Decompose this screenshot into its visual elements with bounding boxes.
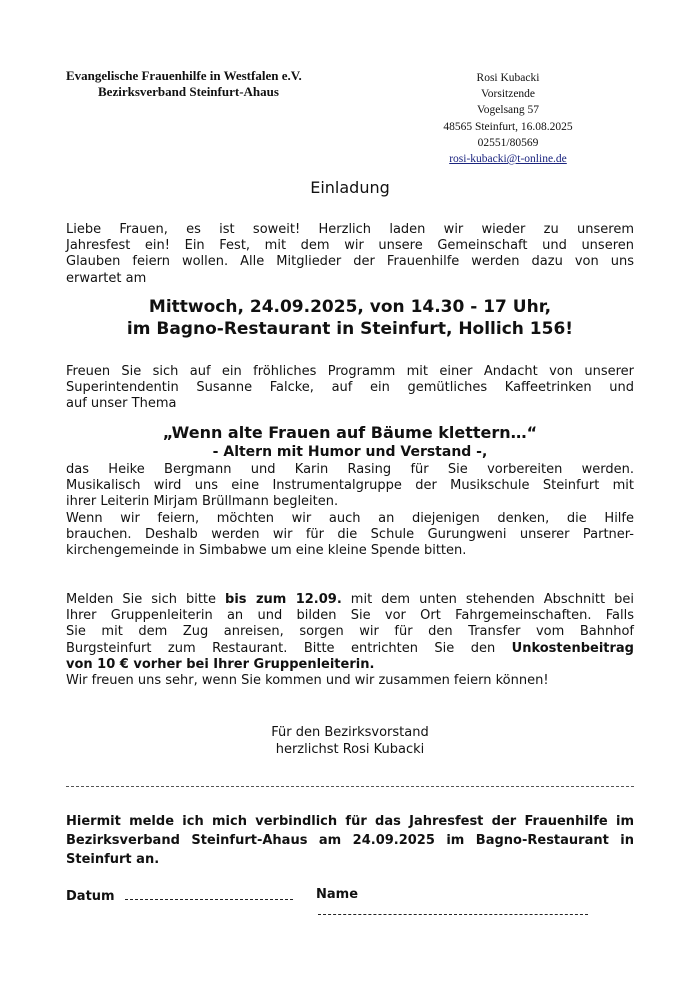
event-location: im Bagno-Restaurant in Steinfurt, Hollich 156! [126,319,574,339]
theme-title: „Wenn alte Frauen auf Bäume klettern…“ [162,423,538,442]
name-input-line[interactable] [318,902,588,915]
theme-subtitle: - Altern mit Humor und Verstand -, [212,444,488,460]
signature-name: herzlichst Rosi Kubacki [275,742,425,757]
page-title: Einladung [310,178,390,197]
text-line: erwartet am [66,270,147,286]
text-line: das Heike Bergmann und Karin Rasing für Sie vorbereiten werden. [66,462,634,477]
text-line: Sie mit dem Zug anreisen, sorgen wir für den Transfer vom Bahnhof [66,624,634,640]
text-line: kirchengemeinde in Simbabwe um eine kleine Spende bitten. [66,543,467,559]
name-label: Name [316,887,359,902]
text-line: Wir freuen uns sehr, wenn Sie kommen und wir zusammen feiern können! [66,673,549,689]
sender-street: Vogelsang 57 [476,104,540,117]
organization-name: Evangelische Frauenhilfe in Westfalen e.V. [66,68,302,83]
text-line [66,657,634,673]
event-date: Mittwoch, 24.09.2025, von 14.30 - 17 Uhr, [148,297,552,317]
name-field[interactable] [316,887,634,919]
sender-role: Vorsitzende [480,88,536,101]
text-line: Musikalisch wird uns eine Instrumentalgruppe der Musikschule Steinfurt mit [66,478,634,494]
text-line: Glauben feiern wollen. Alle Mitglieder der Frauenhilfe werden dazu von uns [66,254,634,270]
closing-line: Für den Bezirksvorstand [271,725,429,740]
district-name: Bezirksverband Steinfurt-Ahaus [98,84,279,99]
cut-line-divider [66,786,634,787]
text-line: Liebe Frauen, es ist soweit! Herzlich laden wir wieder zu unserem [66,222,634,237]
sender-city-date: 48565 Steinfurt, 16.08.2025 [443,120,573,133]
registration-paragraph [66,592,634,689]
date-input-line[interactable] [125,887,293,900]
program-paragraph [66,364,634,413]
closing-signature [200,724,500,758]
text-line [66,641,634,657]
text-line: Wenn wir feiern, möchten wir auch an diejenigen denken, die Hilfe [66,510,634,526]
organization-header [66,68,302,100]
text-line: Jahresfest ein! Ein Fest, mit dem wir unsere Gemeinschaft und unseren [66,238,634,254]
fee-label: Unkostenbeitrag [511,640,634,656]
text-line: Bezirksverband Steinfurt-Ahaus am 24.09.2025 im Bagno-Restaurant in [66,833,634,848]
deadline: bis zum 12.09. [225,592,342,607]
text-line: Freuen Sie sich auf ein fröhliches Programm mit einer Andacht von unserer [66,364,634,379]
text-line [66,592,634,608]
text-segment: mit dem unten stehenden Abschnitt bei [341,592,634,607]
sender-email-link[interactable]: rosi-kubacki@t-online.de [449,153,567,166]
sender-name: Rosi Kubacki [476,72,540,84]
sender-address-block [428,70,588,167]
text-segment: Burgsteinfurt zum Restaurant. Bitte entrichten Sie den [66,640,512,656]
text-line: Steinfurt an. [66,852,160,867]
text-line: auf unser Thema [66,396,177,412]
fee-amount: von 10 € vorher bei Ihrer Gruppenleiterin. [66,656,375,672]
sender-phone: 02551/80569 [477,136,539,149]
registration-slip-text [66,812,634,869]
text-segment: Melden Sie sich bitte [66,592,226,607]
text-line: brauchen. Deshalb werden wir für die Schule Gurungweni unserer Partner- [66,526,634,542]
text-line: Ihrer Gruppenleiterin an und bilden Sie vor Ort Fahrgemeinschaften. Falls [66,608,634,624]
text-line: Hiermit melde ich mich verbindlich für das Jahresfest der Frauenhilfe im [66,814,634,829]
theme-paragraph [66,462,634,559]
date-field[interactable] [66,887,293,904]
intro-paragraph [66,222,634,287]
text-line: Superintendentin Susanne Falcke, auf ein gemütliches Kaffeetrinken und [66,380,634,396]
date-label: Datum [66,889,115,904]
text-line: ihrer Leiterin Mirjam Brüllmann begleiten. [66,494,339,510]
